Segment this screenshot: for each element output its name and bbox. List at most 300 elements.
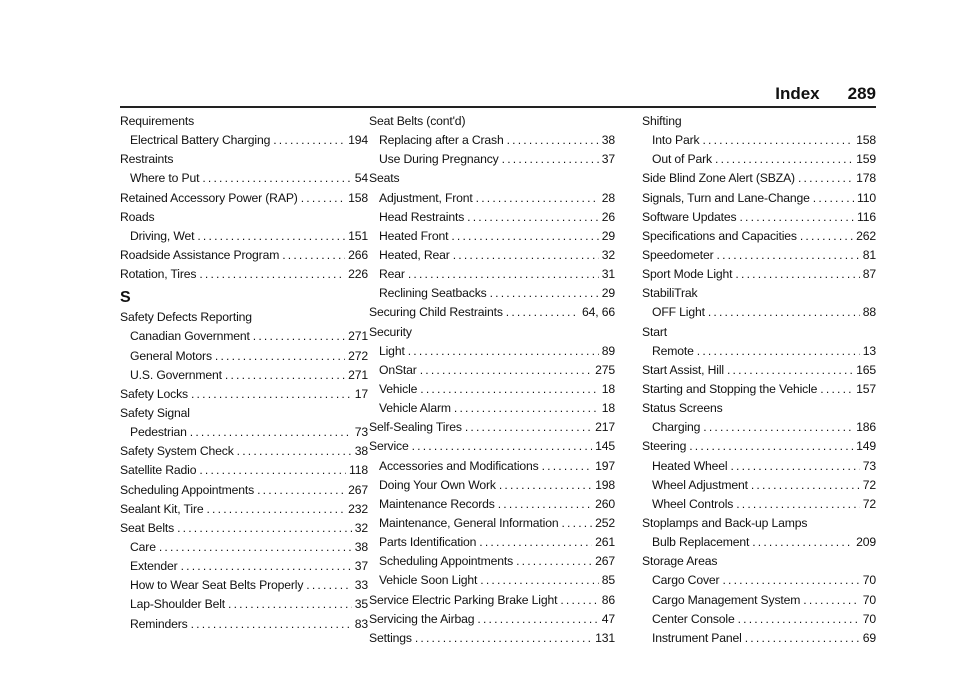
entry-label: Steering xyxy=(642,439,687,454)
leader-dots xyxy=(506,303,579,322)
leader-dots xyxy=(306,576,351,595)
page-reference: 271 xyxy=(348,367,368,382)
index-subentry xyxy=(369,571,615,590)
leader-dots xyxy=(215,347,345,366)
page-reference: 32 xyxy=(354,520,368,535)
entry-label: Instrument Panel xyxy=(652,630,742,645)
entry-label: Roadside Assistance Program xyxy=(120,247,280,262)
entry-label: Vehicle Alarm xyxy=(379,401,451,416)
entry-label: Heated, Rear xyxy=(379,247,450,262)
entry-label: Remote xyxy=(652,343,694,358)
entry-label: Safety Signal xyxy=(120,405,190,420)
index-subentry xyxy=(120,538,368,557)
entry-label: Stoplamps and Back-up Lamps xyxy=(642,515,808,530)
index-heading xyxy=(120,112,368,131)
page-reference: 158 xyxy=(856,133,876,148)
entry-label: Requirements xyxy=(120,114,195,128)
leader-dots xyxy=(708,303,860,322)
entry-label: Bulb Replacement xyxy=(652,535,750,550)
entry-label: Start Assist, Hill xyxy=(642,362,724,377)
index-entry xyxy=(120,385,368,404)
index-entry xyxy=(369,591,615,610)
leader-dots xyxy=(542,457,593,476)
page-reference: 64, 66 xyxy=(582,305,615,320)
page-reference: 26 xyxy=(601,209,615,224)
index-entry xyxy=(642,437,876,456)
index-subentry xyxy=(120,423,368,442)
entry-label: Scheduling Appointments xyxy=(379,554,514,569)
entry-label: Into Park xyxy=(652,133,700,148)
page-reference: 131 xyxy=(595,630,615,645)
entry-label: Doing Your Own Work xyxy=(379,477,496,492)
leader-dots xyxy=(206,500,345,519)
page-reference: 165 xyxy=(856,362,876,377)
index-subentry xyxy=(120,169,368,188)
entry-label: OnStar xyxy=(379,362,417,377)
page-reference: 151 xyxy=(348,228,368,243)
leader-dots xyxy=(415,629,592,648)
leader-dots xyxy=(412,437,593,456)
page-reference: 262 xyxy=(856,228,876,243)
leader-dots xyxy=(727,361,853,380)
entry-label: Maintenance, General Information xyxy=(379,515,559,530)
index-subentry xyxy=(120,327,368,346)
page-reference: 232 xyxy=(348,501,368,516)
index-entry xyxy=(369,610,615,629)
page-reference: 85 xyxy=(601,573,615,588)
index-subentry xyxy=(642,303,876,322)
page-reference: 70 xyxy=(862,592,876,607)
index-subentry xyxy=(642,150,876,169)
entry-label: Wheel Controls xyxy=(652,496,734,511)
entry-label: Scheduling Appointments xyxy=(120,482,255,497)
index-subentry xyxy=(369,457,615,476)
entry-label: Canadian Government xyxy=(130,329,250,344)
index-subentry xyxy=(642,629,876,648)
page-reference: 38 xyxy=(354,444,368,459)
index-subentry xyxy=(642,495,876,514)
leader-dots xyxy=(560,591,598,610)
index-column-1 xyxy=(120,112,368,634)
leader-dots xyxy=(745,629,860,648)
index-entry xyxy=(642,169,876,188)
entry-label: Light xyxy=(379,343,405,358)
leader-dots xyxy=(453,246,599,265)
entry-label: Security xyxy=(369,324,412,339)
index-entry xyxy=(642,361,876,380)
leader-dots xyxy=(738,610,860,629)
index-entry xyxy=(642,380,876,399)
leader-dots xyxy=(273,131,345,150)
page-reference: 217 xyxy=(595,420,615,435)
entry-label: Out of Park xyxy=(652,152,712,167)
index-heading xyxy=(120,208,368,227)
entry-label: Reminders xyxy=(130,616,188,631)
index-subentry xyxy=(369,131,615,150)
leader-dots xyxy=(798,169,853,188)
index-heading xyxy=(642,552,876,571)
index-entry xyxy=(120,481,368,500)
page-header xyxy=(775,84,876,104)
index-subentry xyxy=(369,476,615,495)
index-subentry xyxy=(369,495,615,514)
entry-label: U.S. Government xyxy=(130,367,222,382)
entry-label: Side Blind Zone Alert (SBZA) xyxy=(642,171,795,186)
leader-dots xyxy=(465,418,592,437)
index-heading xyxy=(120,404,368,423)
index-heading xyxy=(642,284,876,303)
index-subentry xyxy=(369,533,615,552)
page-reference: 73 xyxy=(354,425,368,440)
page-reference: 28 xyxy=(601,190,615,205)
page-reference: 178 xyxy=(856,171,876,186)
index-heading xyxy=(642,112,876,131)
index-heading xyxy=(369,169,615,188)
index-subentry xyxy=(642,342,876,361)
page-reference: 29 xyxy=(601,286,615,301)
index-subentry xyxy=(642,131,876,150)
leader-dots xyxy=(420,380,598,399)
entry-label: Start xyxy=(642,324,667,339)
page-reference: 272 xyxy=(348,348,368,363)
index-subentry xyxy=(120,557,368,576)
index-entry xyxy=(369,303,615,322)
page-reference: 70 xyxy=(862,611,876,626)
entry-label: How to Wear Seat Belts Properly xyxy=(130,578,304,593)
leader-dots xyxy=(803,591,859,610)
leader-dots xyxy=(253,327,345,346)
page-reference: 198 xyxy=(595,477,615,492)
leader-dots xyxy=(191,385,352,404)
entry-label: Status Screens xyxy=(642,401,723,416)
index-entry xyxy=(642,208,876,227)
entry-label: Securing Child Restraints xyxy=(369,305,503,320)
index-heading xyxy=(369,323,615,342)
index-heading xyxy=(120,150,368,169)
index-subentry xyxy=(642,571,876,590)
index-entry xyxy=(642,246,876,265)
page-reference: 86 xyxy=(601,592,615,607)
leader-dots xyxy=(697,342,860,361)
index-heading xyxy=(369,112,615,131)
entry-label: Safety System Check xyxy=(120,444,234,459)
leader-dots xyxy=(722,571,859,590)
index-entry xyxy=(642,265,876,284)
index-entry xyxy=(120,519,368,538)
index-entry xyxy=(120,246,368,265)
page-reference: 209 xyxy=(856,535,876,550)
index-subentry xyxy=(369,227,615,246)
leader-dots xyxy=(490,284,599,303)
page-reference: 35 xyxy=(354,597,368,612)
entry-label: Self-Sealing Tires xyxy=(369,420,462,435)
index-subentry xyxy=(642,533,876,552)
entry-label: Care xyxy=(130,539,156,554)
index-title: Index xyxy=(775,84,820,103)
leader-dots xyxy=(499,476,592,495)
leader-dots xyxy=(202,169,351,188)
leader-dots xyxy=(561,514,592,533)
index-subentry xyxy=(120,227,368,246)
entry-label: Seats xyxy=(369,171,400,186)
page-reference: 267 xyxy=(348,482,368,497)
page-reference: 226 xyxy=(348,267,368,282)
page-reference: 197 xyxy=(595,458,615,473)
entry-label: Extender xyxy=(130,559,178,574)
page-reference: 159 xyxy=(856,152,876,167)
index-subentry xyxy=(369,342,615,361)
leader-dots xyxy=(739,208,854,227)
entry-label: Speedometer xyxy=(642,247,714,262)
entry-label: Rear xyxy=(379,267,405,282)
entry-label: Wheel Adjustment xyxy=(652,477,748,492)
entry-label: Shifting xyxy=(642,114,682,128)
entry-label: Center Console xyxy=(652,611,735,626)
entry-label: Storage Areas xyxy=(642,554,718,569)
index-entry xyxy=(120,461,368,480)
page-reference: 116 xyxy=(857,209,876,224)
entry-label: StabiliTrak xyxy=(642,286,698,301)
page-reference: 81 xyxy=(862,247,876,262)
index-entry xyxy=(369,629,615,648)
leader-dots xyxy=(159,538,352,557)
leader-dots xyxy=(190,423,352,442)
entry-label: Seat Belts xyxy=(120,520,175,535)
index-entry xyxy=(369,418,615,437)
page-reference: 32 xyxy=(601,247,615,262)
entry-label: Software Updates xyxy=(642,209,737,224)
page-reference: 72 xyxy=(862,477,876,492)
entry-label: Pedestrian xyxy=(130,425,187,440)
index-subentry xyxy=(369,284,615,303)
page-reference: 83 xyxy=(354,616,368,631)
entry-label: Replacing after a Crash xyxy=(379,133,504,148)
page-reference: 267 xyxy=(595,554,615,569)
page-reference: 18 xyxy=(601,381,615,396)
leader-dots xyxy=(199,461,346,480)
index-subentry xyxy=(120,576,368,595)
entry-label: Service Electric Parking Brake Light xyxy=(369,592,558,607)
entry-label: Parts Identification xyxy=(379,535,477,550)
entry-label: Sealant Kit, Tire xyxy=(120,501,204,516)
entry-label: Seat Belts (cont'd) xyxy=(369,114,466,128)
index-column-3 xyxy=(642,112,876,648)
entry-label: Driving, Wet xyxy=(130,228,195,243)
entry-label: Retained Accessory Power (RAP) xyxy=(120,190,298,205)
leader-dots xyxy=(480,571,598,590)
leader-dots xyxy=(717,246,860,265)
index-entry xyxy=(120,500,368,519)
entry-label: Restraints xyxy=(120,152,174,167)
leader-dots xyxy=(702,131,853,150)
index-heading xyxy=(642,514,876,533)
index-subentry xyxy=(369,380,615,399)
page-number: 289 xyxy=(847,84,876,103)
page-reference: 89 xyxy=(601,343,615,358)
leader-dots xyxy=(420,361,592,380)
leader-dots xyxy=(507,131,599,150)
index-entry xyxy=(369,437,615,456)
index-heading xyxy=(120,308,368,327)
index-subentry xyxy=(120,347,368,366)
index-entry xyxy=(642,227,876,246)
index-subentry xyxy=(120,131,368,150)
leader-dots xyxy=(703,418,853,437)
leader-dots xyxy=(516,552,592,571)
entry-label: Sport Mode Light xyxy=(642,267,733,282)
leader-dots xyxy=(736,495,860,514)
entry-label: Starting and Stopping the Vehicle xyxy=(642,381,818,396)
index-entry xyxy=(120,442,368,461)
leader-dots xyxy=(476,189,599,208)
page-reference: 186 xyxy=(856,420,876,435)
entry-label: Heated Wheel xyxy=(652,458,728,473)
page-reference: 88 xyxy=(862,305,876,320)
page-reference: 72 xyxy=(862,496,876,511)
leader-dots xyxy=(477,610,598,629)
index-entry xyxy=(642,189,876,208)
leader-dots xyxy=(820,380,853,399)
leader-dots xyxy=(225,366,345,385)
index-subentry xyxy=(369,552,615,571)
page-reference: 266 xyxy=(348,247,368,262)
index-subentry xyxy=(369,150,615,169)
leader-dots xyxy=(301,189,345,208)
leader-dots xyxy=(197,227,345,246)
entry-label: Accessories and Modifications xyxy=(379,458,539,473)
leader-dots xyxy=(408,342,599,361)
page-reference: 17 xyxy=(354,386,368,401)
entry-label: Cargo Cover xyxy=(652,573,720,588)
leader-dots xyxy=(228,595,352,614)
page-reference: 73 xyxy=(862,458,876,473)
index-entry xyxy=(120,265,368,284)
index-heading xyxy=(642,323,876,342)
leader-dots xyxy=(800,227,853,246)
index-subentry xyxy=(369,189,615,208)
entry-label: Rotation, Tires xyxy=(120,267,197,282)
index-entry xyxy=(120,189,368,208)
page-reference: 70 xyxy=(862,573,876,588)
leader-dots xyxy=(689,437,853,456)
entry-label: Head Restraints xyxy=(379,209,465,224)
entry-label: Adjustment, Front xyxy=(379,190,473,205)
page-reference: 118 xyxy=(349,463,368,478)
entry-label: Charging xyxy=(652,420,701,435)
leader-dots xyxy=(467,208,599,227)
leader-dots xyxy=(752,533,853,552)
index-subentry xyxy=(120,615,368,634)
entry-label: Settings xyxy=(369,630,412,645)
entry-label: Safety Defects Reporting xyxy=(120,310,252,325)
page-reference: 260 xyxy=(595,496,615,511)
page-reference: 33 xyxy=(354,578,368,593)
entry-label: Maintenance Records xyxy=(379,496,495,511)
page-reference: 157 xyxy=(856,381,876,396)
page-reference: 252 xyxy=(595,515,615,530)
page-reference: 31 xyxy=(601,267,615,282)
page-reference: 13 xyxy=(862,343,876,358)
page-reference: 29 xyxy=(601,228,615,243)
page-reference: 158 xyxy=(348,190,368,205)
index-subentry xyxy=(369,361,615,380)
leader-dots xyxy=(451,227,598,246)
entry-label: Lap-Shoulder Belt xyxy=(130,597,226,612)
leader-dots xyxy=(502,150,599,169)
page-reference: 38 xyxy=(601,133,615,148)
leader-dots xyxy=(730,457,859,476)
entry-label: Where to Put xyxy=(130,171,200,186)
index-subentry xyxy=(642,591,876,610)
index-subentry xyxy=(120,366,368,385)
entry-label: Roads xyxy=(120,209,155,224)
index-subentry xyxy=(369,399,615,418)
entry-label: OFF Light xyxy=(652,305,705,320)
index-subentry xyxy=(369,514,615,533)
page-reference: 110 xyxy=(857,190,876,205)
entry-label: Heated Front xyxy=(379,228,449,243)
entry-label: Specifications and Capacities xyxy=(642,228,797,243)
page-reference: 87 xyxy=(862,267,876,282)
page-reference: 194 xyxy=(348,133,368,148)
leader-dots xyxy=(813,189,854,208)
page-reference: 38 xyxy=(354,539,368,554)
entry-label: Satellite Radio xyxy=(120,463,197,478)
page-reference: 149 xyxy=(856,439,876,454)
leader-dots xyxy=(181,557,352,576)
page-reference: 18 xyxy=(601,401,615,416)
entry-label: Electrical Battery Charging xyxy=(130,133,271,148)
section-letter: S xyxy=(120,289,131,307)
leader-dots xyxy=(237,442,352,461)
index-subentry xyxy=(642,418,876,437)
leader-dots xyxy=(282,246,345,265)
page-reference: 271 xyxy=(348,329,368,344)
entry-label: Use During Pregnancy xyxy=(379,152,499,167)
page-reference: 69 xyxy=(862,630,876,645)
page-reference: 145 xyxy=(595,439,615,454)
page-reference: 37 xyxy=(354,559,368,574)
leader-dots xyxy=(199,265,345,284)
entry-label: Service xyxy=(369,439,409,454)
leader-dots xyxy=(479,533,592,552)
leader-dots xyxy=(191,615,352,634)
entry-label: Vehicle xyxy=(379,381,418,396)
leader-dots xyxy=(735,265,859,284)
page-reference: 47 xyxy=(601,611,615,626)
entry-label: Servicing the Airbag xyxy=(369,611,475,626)
index-heading xyxy=(642,399,876,418)
index-subentry xyxy=(120,595,368,614)
page-reference: 275 xyxy=(595,362,615,377)
page-reference: 37 xyxy=(601,152,615,167)
entry-label: Signals, Turn and Lane-Change xyxy=(642,190,810,205)
entry-label: Safety Locks xyxy=(120,386,188,401)
page-reference: 261 xyxy=(595,535,615,550)
leader-dots xyxy=(498,495,592,514)
entry-label: General Motors xyxy=(130,348,212,363)
index-subentry xyxy=(369,265,615,284)
index-subentry xyxy=(642,476,876,495)
page-reference: 54 xyxy=(354,171,368,186)
leader-dots xyxy=(257,481,345,500)
leader-dots xyxy=(177,519,352,538)
index-subentry xyxy=(369,208,615,227)
index-column-2 xyxy=(369,112,615,648)
entry-label: Vehicle Soon Light xyxy=(379,573,478,588)
leader-dots xyxy=(751,476,860,495)
header-rule xyxy=(120,106,876,108)
